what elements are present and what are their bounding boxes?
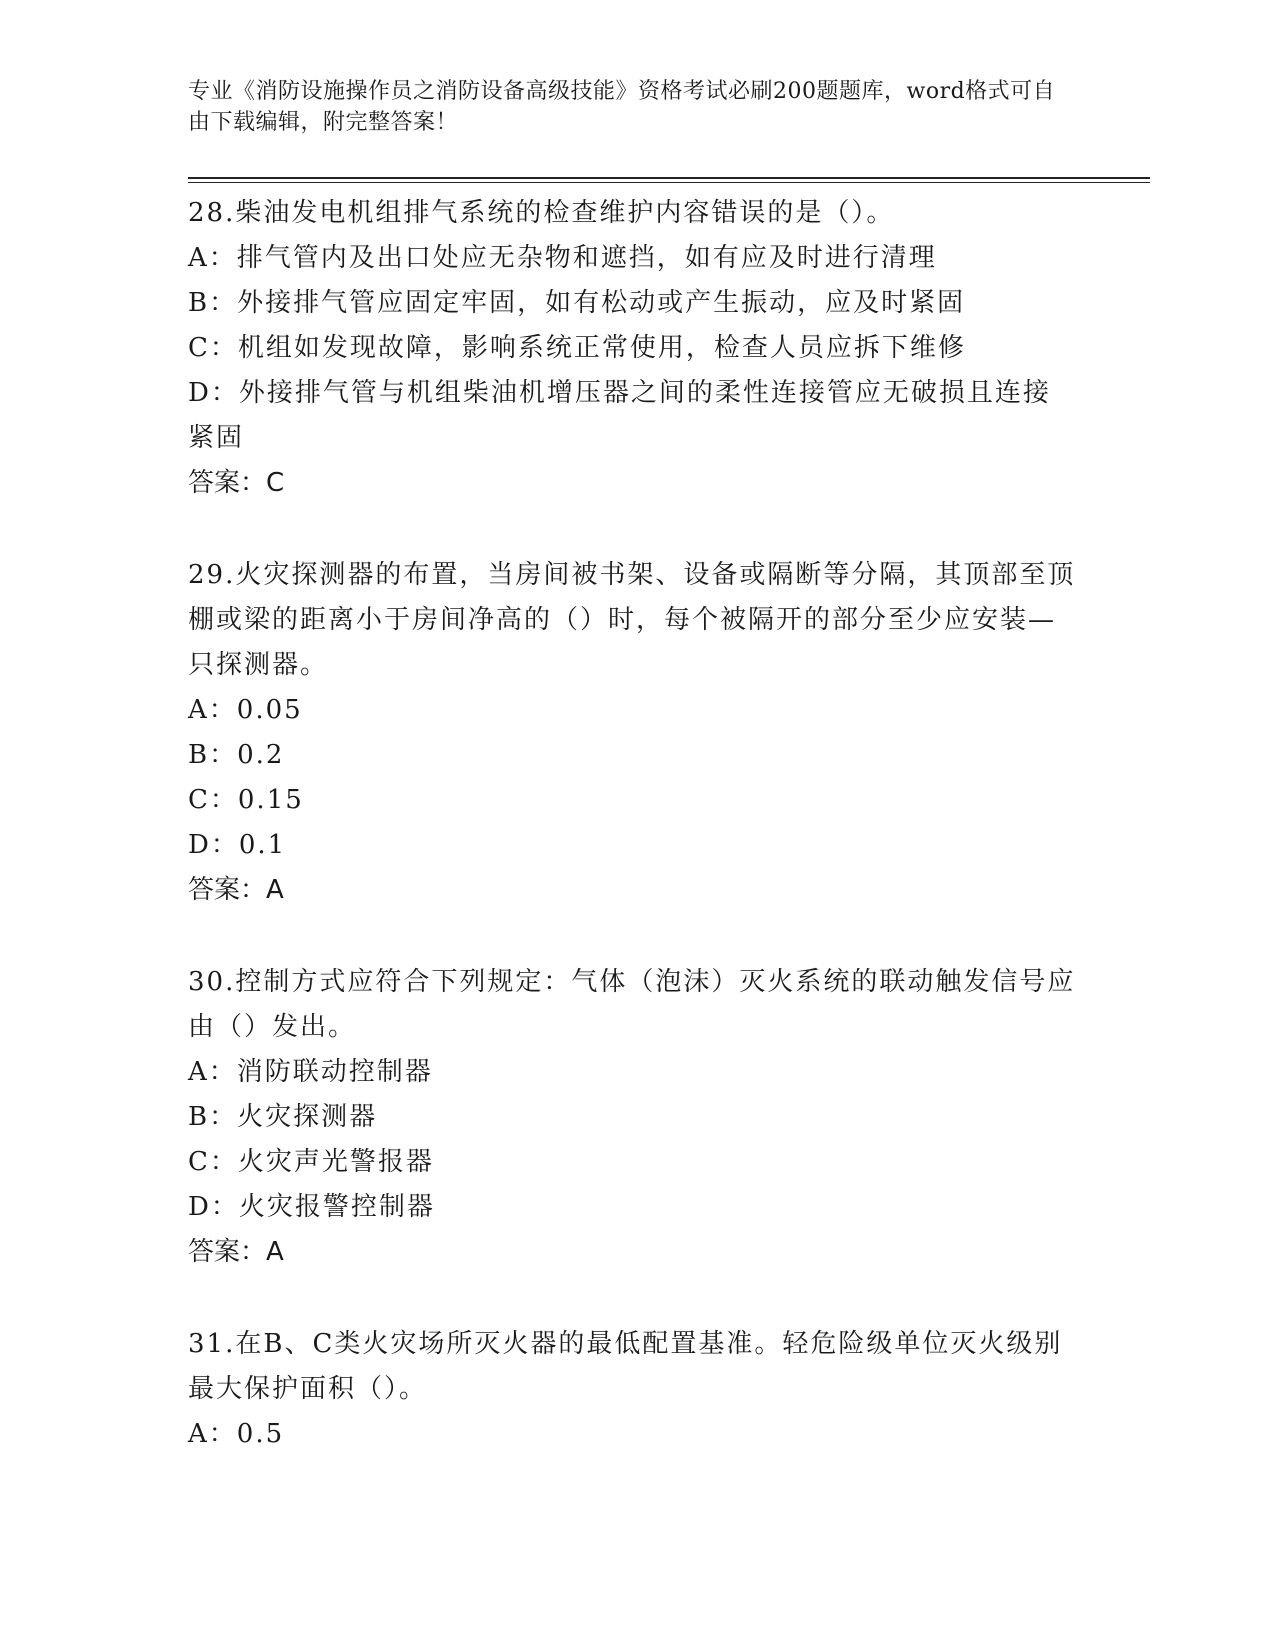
option-a: A：0.05 [188,695,303,725]
question-stem: 30.控制方式应符合下列规定：气体（泡沫）灭火系统的联动触发信号应由（）发出。 [188,967,1076,1042]
question-list [188,191,1078,1457]
option-d: D：0.1 [188,830,287,860]
option-c: C：火灾声光警报器 [188,1147,434,1177]
option-c: C：机组如发现故障，影响系统正常使用，检查人员应拆下维修 [188,333,966,363]
question-28 [188,191,1078,506]
option-a: A：消防联动控制器 [188,1057,433,1087]
header-divider-thick [188,177,1150,179]
header-divider-thin [188,182,1150,183]
question-stem: 29.火灾探测器的布置，当房间被书架、设备或隔断等分隔，其顶部至顶棚或梁的距离小于房间净高的（）时，每个被隔开的部分至少应安装—只探测器。 [188,560,1076,680]
answer-line: 答案：C [188,468,285,498]
document-header: 专业《消防设施操作员之消防设备高级技能》资格考试必刷200题题库，word格式可自由下载编辑，附完整答案！ [188,79,1056,135]
question-gap [188,913,1078,960]
question-gap [188,506,1078,553]
question-gap [188,1275,1078,1322]
option-d: D：火灾报警控制器 [188,1192,435,1222]
option-b: B：火灾探测器 [188,1102,378,1132]
option-c: C：0.15 [188,785,304,815]
option-a: A：0.5 [188,1419,285,1449]
answer-line: 答案：A [188,1237,284,1267]
question-stem: 31.在B、C类火灾场所灭火器的最低配置基准。轻危险级单位灭火级别最大保护面积（）。 [188,1329,1063,1404]
option-b: B：外接排气管应固定牢固，如有松动或产生振动，应及时紧固 [188,288,966,318]
question-31 [188,1322,1078,1457]
question-stem: 28.柴油发电机组排气系统的检查维护内容错误的是（）。 [188,198,895,228]
option-d: D：外接排气管与机组柴油机增压器之间的柔性连接管应无破损且连接紧固 [188,378,1051,453]
question-29 [188,553,1078,913]
question-30 [188,960,1078,1275]
answer-line: 答案：A [188,875,284,905]
option-b: B：0.2 [188,740,285,770]
option-a: A：排气管内及出口处应无杂物和遮挡，如有应及时进行清理 [188,243,937,273]
